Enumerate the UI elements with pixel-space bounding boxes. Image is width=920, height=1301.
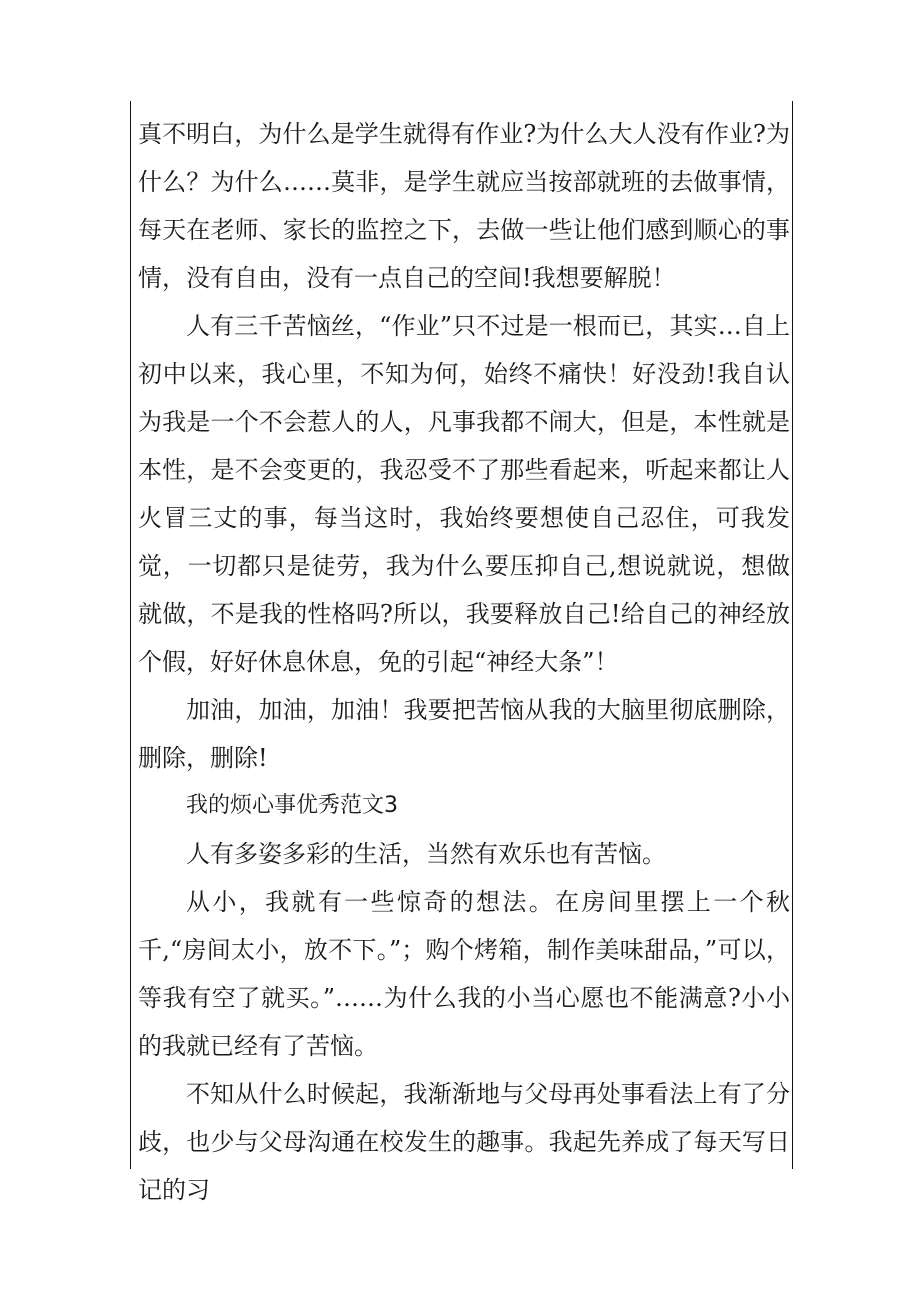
paragraph-6: 不知从什么时候起，我渐渐地与父母再处事看法上有了分歧，也少与父母沟通在校发生的趣事。我起先养成了每天写日记的习 bbox=[138, 1080, 790, 1204]
paragraph-2: 人有三千苦恼丝，“作业”只不过是一根而已，其实…自上初中以来，我心里，不知为何，始终不痛快！好没劲!我自认为我是一个不会惹人的人，凡事我都不闹大，但是，本性就是本性，是不会变更的，我忍受不了那些看起来，听起来都让人火冒三丈的事，每当这时，我始终要想使自己忍住，可我发觉，一切都只是徒劳，我为什么要压抑自己,想说就说，想做就做，不是我的性格吗?所以，我要释放自己!给自己的神经放个假，好好休息休息，免的引起“神经大条”！ bbox=[138, 312, 790, 676]
left-border-line bbox=[130, 101, 131, 1169]
right-border-line bbox=[792, 101, 793, 1169]
paragraph-1: 真不明白，为什么是学生就得有作业?为什么大人没有作业?为什么？为什么……莫非，是学生就应当按部就班的去做事情，每天在老师、家长的监控之下，去做一些让他们感到顺心的事情，没有自由，没有一点自己的空间!我想要解脱！ bbox=[138, 120, 790, 292]
section-heading: 我的烦心事优秀范文3 bbox=[186, 793, 398, 818]
paragraph-3: 加油，加油，加油！我要把苦恼从我的大脑里彻底删除，删除，删除! bbox=[138, 696, 790, 772]
paragraph-4: 人有多姿多彩的生活，当然有欢乐也有苦恼。 bbox=[186, 840, 666, 868]
paragraph-5: 从小，我就有一些惊奇的想法。在房间里摆上一个秋千,“房间太小，放不下。”；购个烤箱，制作美味甜品，”可以，等我有空了就买。”……为什么我的小当心愿也不能满意?小小的我就已经有了苦恼。 bbox=[138, 888, 790, 1060]
document-body bbox=[138, 110, 790, 1214]
